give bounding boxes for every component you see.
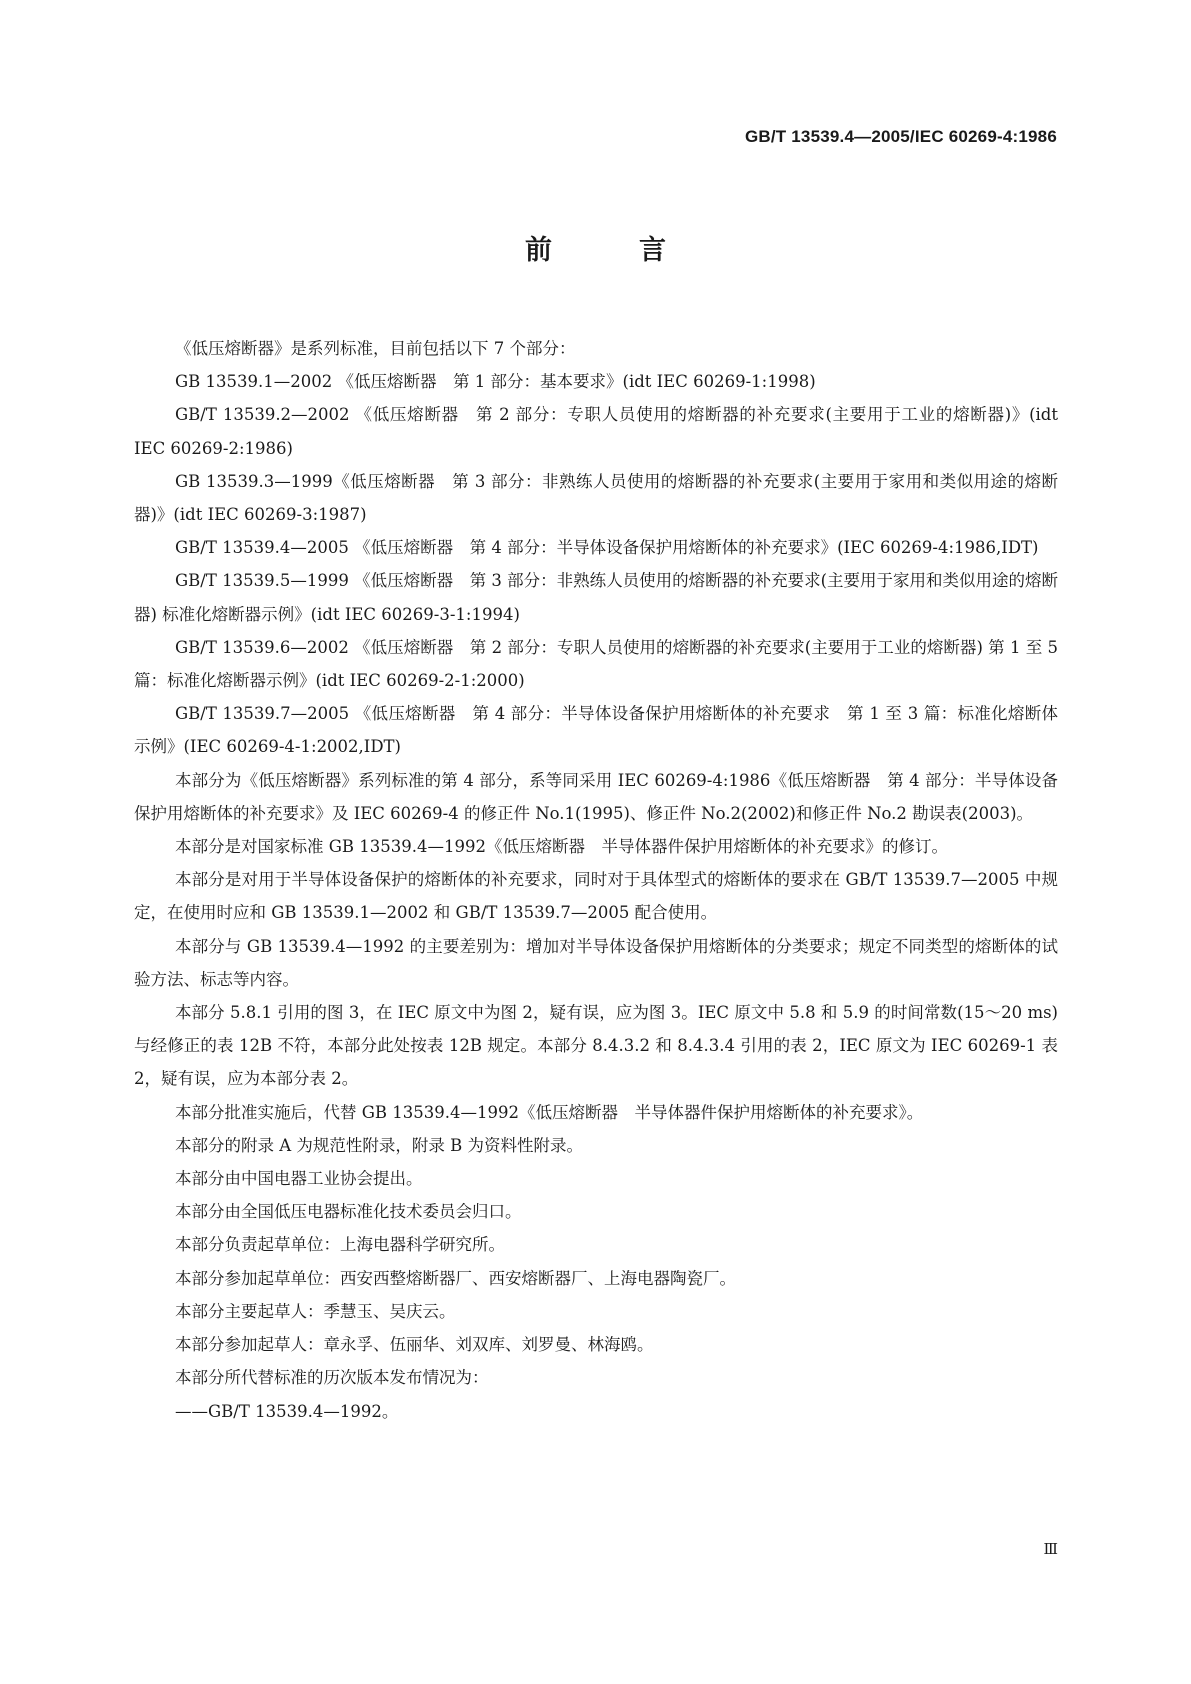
paragraph: 本部分为《低压熔断器》系列标准的第 4 部分，系等同采用 IEC 60269-4:1986《低压熔断器 第 4 部分：半导体设备保护用熔断体的补充要求》及 IEC 60269-4 的修正件 No.1(1995)、修正件 No.2(2002)和修正件 No.2 勘误表(2003)。: [134, 770, 1058, 823]
page-number: Ⅲ: [1043, 1540, 1057, 1558]
paragraph: 本部分的附录 A 为规范性附录，附录 B 为资料性附录。: [175, 1135, 584, 1155]
paragraph: GB/T 13539.7—2005 《低压熔断器 第 4 部分：半导体设备保护用熔断体的补充要求 第 1 至 3 篇：标准化熔断体示例》(IEC 60269-4-1:2002,IDT): [134, 704, 1058, 757]
paragraph: 本部分是对国家标准 GB 13539.4—1992《低压熔断器 半导体器件保护用熔断体的补充要求》的修订。: [175, 837, 949, 857]
standard-number-header: GB/T 13539.4—2005/IEC 60269-4:1986: [744, 127, 1057, 146]
page-title: 前 言: [525, 235, 696, 266]
paragraph: GB/T 13539.5—1999 《低压熔断器 第 3 部分：非熟练人员使用的熔断器的补充要求(主要用于家用和类似用途的熔断器) 标准化熔断器示例》(idt IEC 60269-3-1:1994): [134, 571, 1059, 624]
paragraph: 本部分参加起草单位：西安西整熔断器厂、西安熔断器厂、上海电器陶瓷厂。: [175, 1268, 736, 1288]
paragraph: 本部分 5.8.1 引用的图 3，在 IEC 原文中为图 2，疑有误，应为图 3。IEC 原文中 5.8 和 5.9 的时间常数(15～20 ms)与经修正的表 12B 不符，本部分此处按表 12B 规定。本部分 8.4.3.2 和 8.4.3.4 引用的表 2，IEC 原文为 IEC 60269-1 表 2，疑有误，应为本部分表 2。: [134, 1003, 1058, 1089]
paragraph: 本部分与 GB 13539.4—1992 的主要差别为：增加对半导体设备保护用熔断体的分类要求；规定不同类型的熔断体的试验方法、标志等内容。: [134, 936, 1058, 989]
paragraph: ——GB/T 13539.4—1992。: [175, 1401, 399, 1421]
paragraph: 本部分参加起草人：章永孚、伍丽华、刘双库、刘罗曼、林海鸥。: [175, 1335, 654, 1355]
paragraph: 本部分负责起草单位：上海电器科学研究所。: [175, 1235, 505, 1255]
paragraph: 本部分是对用于半导体设备保护的熔断体的补充要求，同时对于具体型式的熔断体的要求在 GB/T 13539.7—2005 中规定，在使用时应和 GB 13539.1—2002 和 GB/T 13539.7—2005 配合使用。: [134, 870, 1058, 923]
paragraph: 本部分由全国低压电器标准化技术委员会归口。: [175, 1202, 522, 1222]
paragraph: 本部分由中国电器工业协会提出。: [175, 1169, 423, 1189]
paragraph: GB/T 13539.4—2005 《低压熔断器 第 4 部分：半导体设备保护用熔断体的补充要求》(IEC 60269-4:1986,IDT): [175, 538, 1039, 558]
paragraph: 本部分主要起草人：季慧玉、吴庆云。: [175, 1301, 456, 1321]
paragraph: GB/T 13539.2—2002 《低压熔断器 第 2 部分：专职人员使用的熔断器的补充要求(主要用于工业的熔断器)》(idt IEC 60269-2:1986): [134, 405, 1058, 458]
paragraph: 本部分所代替标准的历次版本发布情况为：: [175, 1368, 489, 1388]
paragraph: 《低压熔断器》是系列标准，目前包括以下 7 个部分：: [175, 339, 576, 358]
paragraph: GB 13539.3—1999《低压熔断器 第 3 部分：非熟练人员使用的熔断器的补充要求(主要用于家用和类似用途的熔断器)》(idt IEC 60269-3:1987): [134, 471, 1058, 525]
foreword-body: [134, 332, 1058, 1428]
paragraph: 本部分批准实施后，代替 GB 13539.4—1992《低压熔断器 半导体器件保护用熔断体的补充要求》。: [175, 1102, 924, 1122]
paragraph: GB/T 13539.6—2002 《低压熔断器 第 2 部分：专职人员使用的熔断器的补充要求(主要用于工业的熔断器) 第 1 至 5 篇：标准化熔断器示例》(idt IEC 60269-2-1:2000): [134, 637, 1058, 691]
paragraph: GB 13539.1—2002 《低压熔断器 第 1 部分：基本要求》(idt IEC 60269-1:1998): [175, 372, 816, 392]
